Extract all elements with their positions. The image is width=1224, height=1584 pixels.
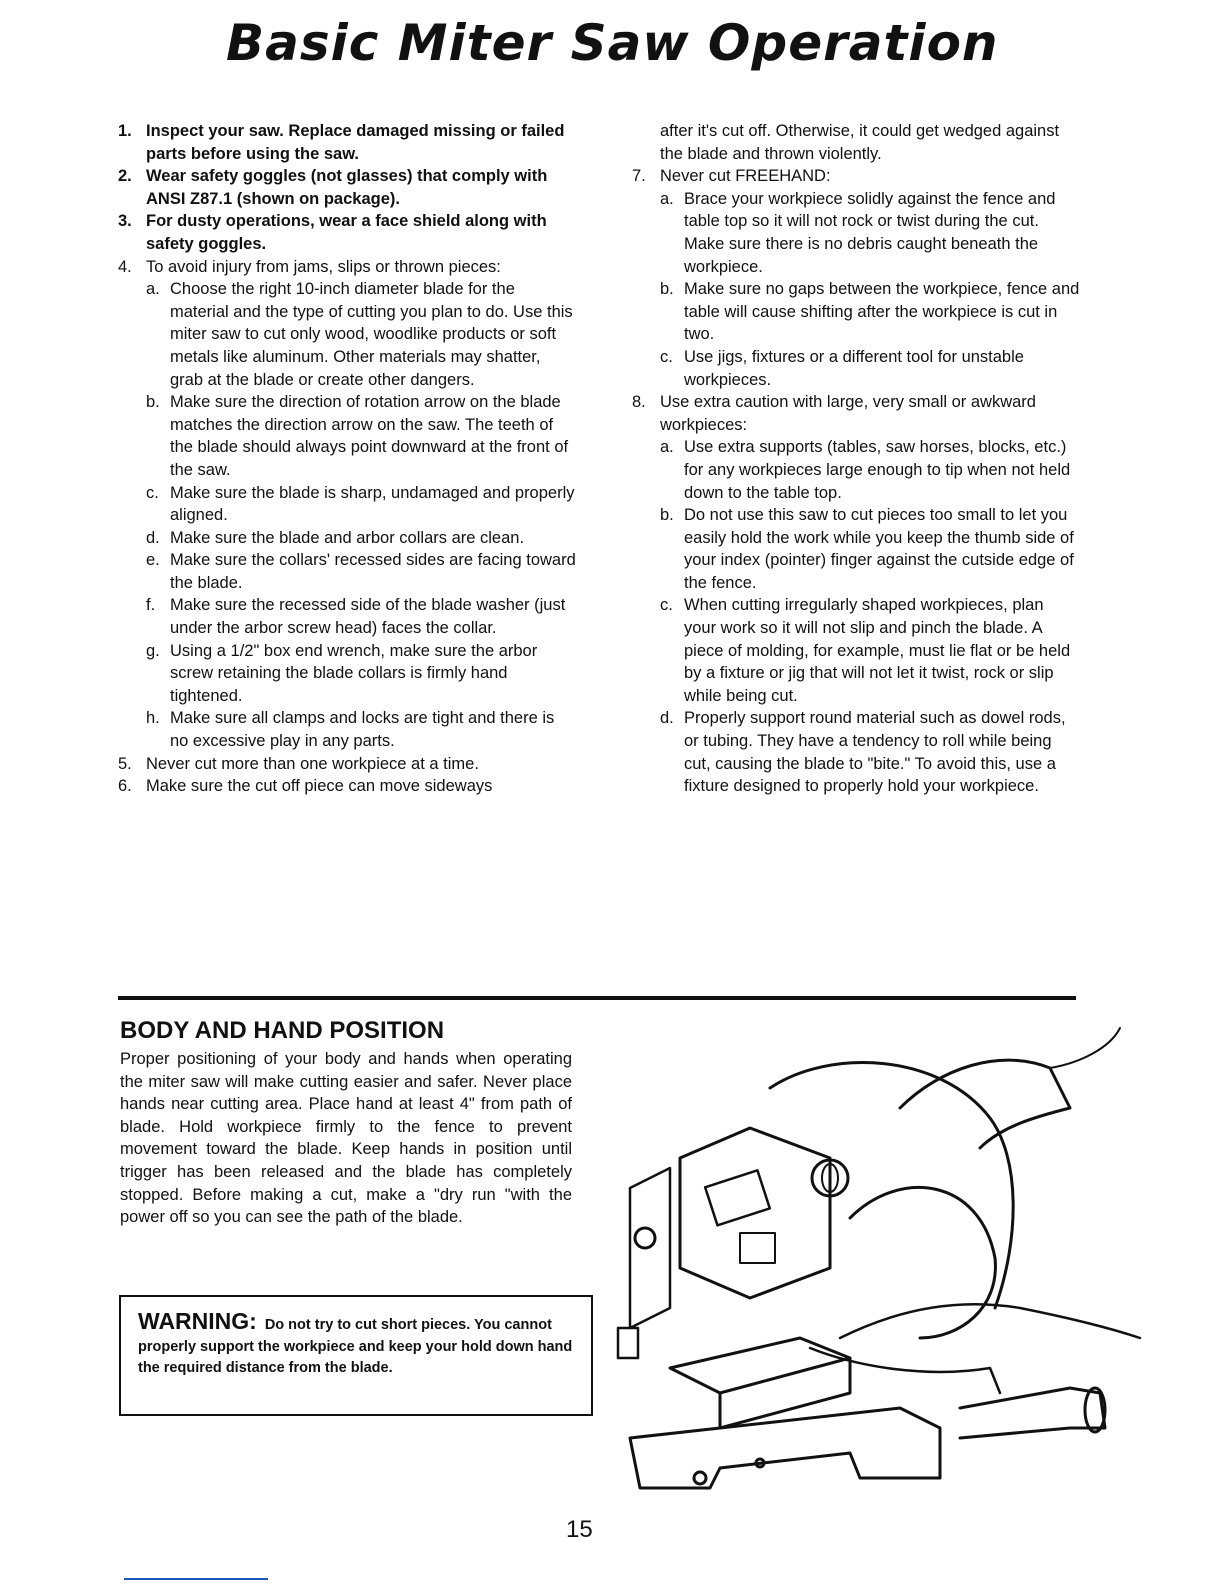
sub-list-item [118,640,576,708]
list-item [118,210,576,255]
hand [840,1304,1140,1338]
sub-list-item [632,278,1080,346]
item-text: Using a 1/2" box end wrench, make sure the arbor screw retaining the blade collars is firmly hand tightened. [170,641,538,705]
item-number: a. [146,280,160,299]
item-text: Make sure the cut off piece can move sideways [146,777,493,796]
item-text: Make sure the blade is sharp, undamaged and properly aligned. [170,483,575,525]
left-column [118,120,576,798]
item-number: 2. [118,167,132,186]
warning-label: WARNING: [138,1308,257,1334]
item-number: 5. [118,754,132,773]
item-number: 1. [118,122,132,140]
sub-list-item [632,594,1080,707]
item-text: Inspect your saw. Replace damaged missing or failed parts before using the saw. [146,122,565,163]
item-text: Use extra supports (tables, saw horses, blocks, etc.) for any workpieces large enough to tip when not held down to the table top. [684,438,1071,502]
item-number: c. [660,596,673,615]
item-number: f. [146,596,156,615]
list-item [632,165,1080,188]
item-text: Use jigs, fixtures or a different tool for unstable workpieces. [684,347,1024,389]
item-number: e. [146,551,160,570]
section-body: Proper positioning of your body and hands when operating the miter saw will make cutting easier and safer. Never place hands near cutting area. Place hand at least 4" from path of blade. Hold workpiece firmly to the fence to prevent movement toward the blade. Keep hands in position until trigger has been released and the blade has completely stopped. Before making a cut, make a "dry run "with the power off so you can see the path of the blade. [120,1050,572,1227]
item-text: Make sure no gaps between the workpiece, fence and table will cause shifting after the workpiece is cut in two. [684,280,1080,344]
miter-saw-illustration [600,1008,1144,1492]
sub-list-item [632,188,1080,278]
item-text: For dusty operations, wear a face shield along with safety goggles. [146,212,547,253]
item-text: Make sure the recessed side of the blade washer (just under the arbor screw head) faces the collar. [170,596,566,638]
sub-list-item [632,346,1080,391]
item-text: Wear safety goggles (not glasses) that comply with ANSI Z87.1 (shown on package). [146,167,548,208]
item-text: When cutting irregularly shaped workpieces, plan your work so it will not slip and pinch the blade. A piece of molding, for example, must lie flat or be held by a fixture or jig that will not let it twist, rock or slip while being cut. [684,596,1071,705]
sub-list-item [118,391,576,481]
list-item [632,391,1080,436]
saw-base [630,1408,940,1488]
list-item [118,753,576,776]
sub-list-item [118,707,576,752]
warning-text: Do not try to cut short pieces. You cannot properly support the workpiece and keep your hold down hand the required distance from the blade. [138,1317,573,1376]
sub-list-item [632,707,1080,797]
right-items [632,165,1080,798]
workpiece [670,1338,850,1428]
item-number: 3. [118,212,132,231]
item-number: 8. [632,393,646,412]
item-text: Do not use this saw to cut pieces too small to let you easily hold the work while you keep the thumb side of your index (pointer) finger against the cutside edge of the fence. [684,506,1074,592]
item-number: b. [146,393,160,412]
list-item [118,165,576,210]
item-number: d. [660,709,674,728]
item-text: Make sure the blade and arbor collars are clean. [170,528,525,547]
sub-list-item [118,549,576,594]
page-number: 15 [566,1516,593,1543]
list-item [118,775,576,798]
item-text: Never cut FREEHAND: [660,167,831,186]
item-number: d. [146,528,160,547]
sub-list-item [632,436,1080,504]
item-number: a. [660,189,674,208]
item-text: Use extra caution with large, very small or awkward workpieces: [660,393,1036,434]
item-number: h. [146,709,160,728]
item-number: g. [146,641,160,660]
item-number: b. [660,280,674,299]
item-number: 6. [118,777,132,796]
sub-list-item [118,527,576,550]
item-text: Never cut more than one workpiece at a time. [146,754,479,773]
item-number: c. [660,347,673,366]
sub-list-item [632,504,1080,594]
right-column [632,120,1080,798]
saw-blade [850,1187,995,1338]
blade-guard [770,1063,1013,1308]
page-title: Basic Miter Saw Operation [226,14,999,72]
sub-list-item [118,278,576,391]
warning-box [119,1295,593,1416]
sub-list-item [118,594,576,639]
section-heading: BODY AND HAND POSITION [120,1017,445,1044]
item-text: Make sure the collars' recessed sides are facing toward the blade. [170,551,576,592]
item-number: b. [660,506,674,525]
item-number: 4. [118,257,132,276]
item-number: c. [146,483,159,502]
list-item [118,120,576,165]
continued-text: after it's cut off. Otherwise, it could get wedged against the blade and thrown violently. [660,122,1060,163]
item-text: Properly support round material such as dowel rods, or tubing. They have a tendency to roll while being cut, causing the blade to "bite." To avoid this, use a fixture designed to properly hold your workpiece. [684,709,1066,796]
item-text: Brace your workpiece solidly against the fence and table top so it will not rock or twist during the cut. Make sure there is no debris caught beneath the workpiece. [684,189,1056,276]
list-item [118,256,576,279]
item-text: To avoid injury from jams, slips or thrown pieces: [146,257,501,276]
sub-list-item [118,482,576,527]
item-text: Make sure all clamps and locks are tight and there is no excessive play in any parts. [170,709,555,751]
item-number: a. [660,438,674,457]
item-text: Choose the right 10-inch diameter blade for the material and the type of cutting you plan to do. Use this miter saw to cut only wood, woodlike products or soft metals like aluminum. Other materials may shatter, grab at the blade or create other dangers. [170,280,573,389]
item-number: 7. [632,167,646,186]
footer-line [124,1578,268,1580]
miter-handle [960,1388,1105,1438]
item-text: Make sure the direction of rotation arrow on the blade matches the direction arrow on the saw. The teeth of the blade should always point downward at the front of the saw. [170,393,569,479]
section-divider [118,996,1076,1000]
